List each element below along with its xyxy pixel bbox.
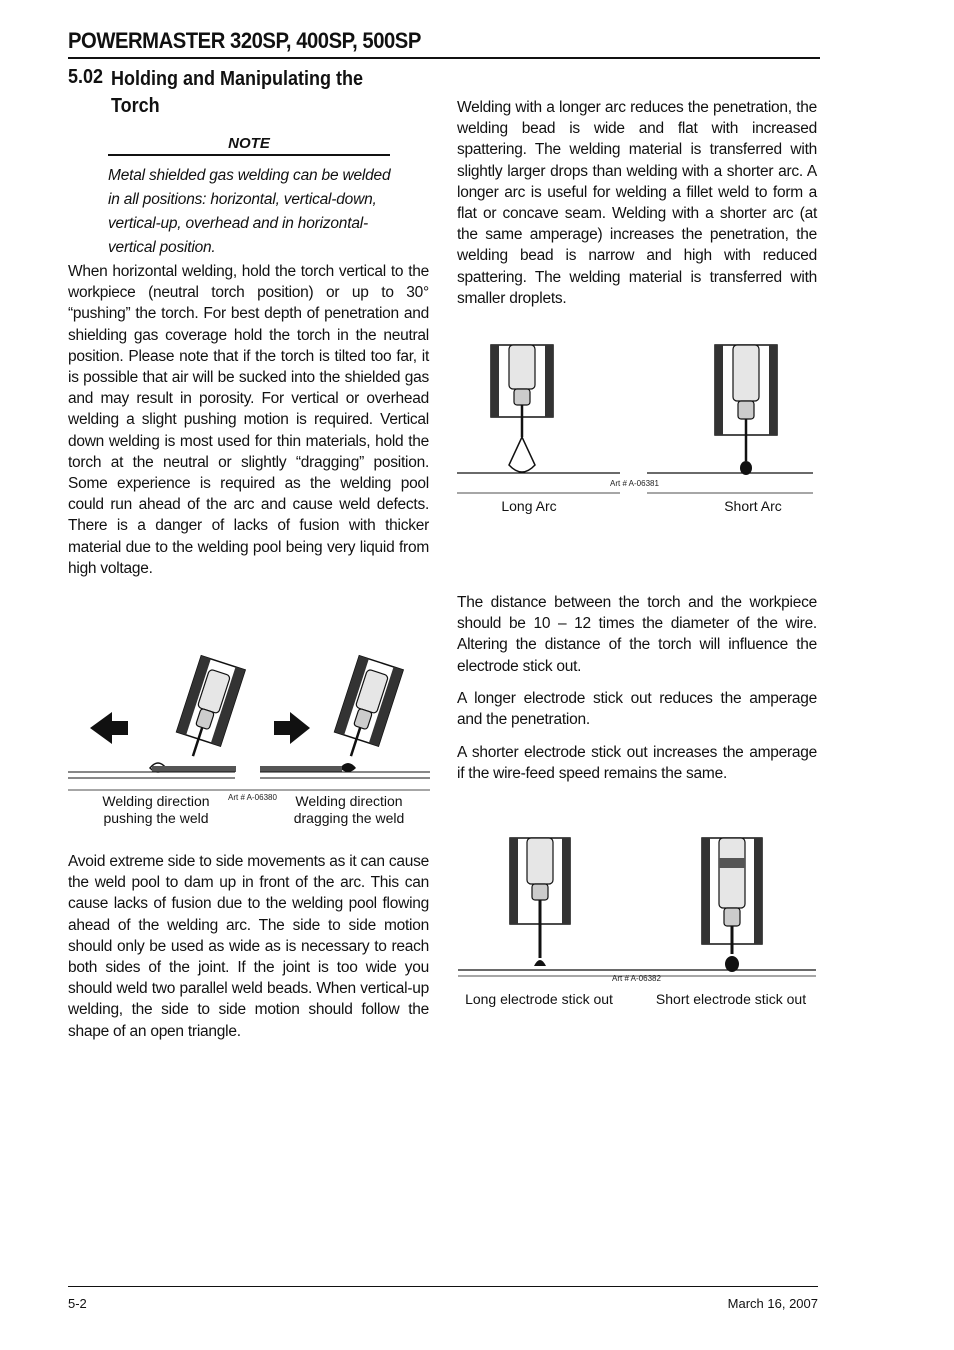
torch-short-stickout-icon (702, 838, 762, 972)
caption-long-stickout: Long electrode stick out (465, 991, 613, 1007)
caption-short-arc: Short Arc (724, 498, 782, 514)
torch-long-arc-icon (491, 345, 553, 472)
torch-long-stickout-icon (510, 838, 570, 966)
note-divider (108, 154, 390, 156)
stickout-figure (458, 838, 818, 988)
section-title: Holding and Manipulating the Torch (111, 68, 363, 117)
caption-pushing: Welding direction pushing the weld (102, 793, 210, 826)
right-paragraph-2: The distance between the torch and the workpiece should be 10 – 12 times the diameter of the wire. Altering the distance of the torch will influence the electrode stick out. (457, 594, 817, 675)
section-number: 5.02 (68, 66, 104, 88)
arc-length-figure (457, 345, 817, 495)
note-body: Metal shielded gas welding can be welded in all positions: horizontal, vertical-down, vertical-up, overhead and in horizontal-vertical position. (108, 167, 391, 256)
left-paragraph-1: When horizontal welding, hold the torch vertical to the workpiece (neutral torch position) or up to 30° “pushing” the torch. For best depth of penetration and shielding gas coverage hold the torch in the neutral position. Please note that if the torch is tilted too far, it is possible that air will be sucked into the shielded gas and may result in porosity. For vertical or overhead welding a slight pushing motion is required. Vertical down welding is most used for thin materials, hold the torch at the neutral or slightly “dragging” position. Some experience is required as the welding pool could run ahead of the arc and cause weld defects. There is a danger of lacks of fusion with thicker material due to the welding pool being very liquid from high voltage. (68, 263, 429, 577)
art-number-06380: Art # A-06380 (228, 793, 277, 802)
torch-pushing-icon (171, 656, 245, 763)
arrow-right-icon (274, 712, 310, 744)
torch-short-arc-icon (715, 345, 777, 475)
torch-dragging-icon (329, 656, 403, 763)
art-number-06382: Art # A-06382 (612, 974, 661, 983)
right-paragraph-1: Welding with a longer arc reduces the penetration, the welding bead is wide and flat with increased spattering. The welding material is transferred with slightly larger drops than welding with a shorter arc. A longer arc is useful for welding a fillet weld to form a flat or concave seam. Welding with a shorter arc (at the same amperage) increases the penetration, the welding bead is narrow and high with reduced spattering. The welding material is transferred with smaller droplets. (457, 99, 817, 307)
right-paragraph-4: A shorter electrode stick out increases the amperage if the wire-feed speed remains the same. (457, 744, 817, 783)
note-heading: NOTE (228, 135, 270, 152)
document-header-title: POWERMASTER 320SP, 400SP, 500SP (68, 28, 421, 53)
header-divider (68, 57, 820, 59)
art-number-06381: Art # A-06381 (610, 479, 659, 488)
caption-short-stickout: Short electrode stick out (655, 991, 807, 1007)
footer-divider (68, 1286, 818, 1287)
arrow-left-icon (90, 712, 128, 744)
right-paragraph-3: A longer electrode stick out reduces the amperage and the penetration. (457, 690, 817, 729)
left-paragraph-2: Avoid extreme side to side movements as it can cause the weld pool to dam up in front of the arc. This can cause lacks of fusion due to the welding pool flowing ahead of the welding arc. The side to side motion should only be used as wide as is necessary to reach both sides of the joint. If the joint is too wide you should weld two parallel weld beads. When vertical-up welding, the side to side motion should follow the shape of an open triangle. (68, 853, 429, 1040)
caption-long-arc: Long Arc (501, 498, 557, 514)
page-number: 5-2 (68, 1296, 87, 1311)
caption-dragging: Welding direction dragging the weld (293, 793, 405, 826)
document-date: March 16, 2007 (727, 1296, 818, 1311)
welding-direction-figure (68, 660, 430, 790)
